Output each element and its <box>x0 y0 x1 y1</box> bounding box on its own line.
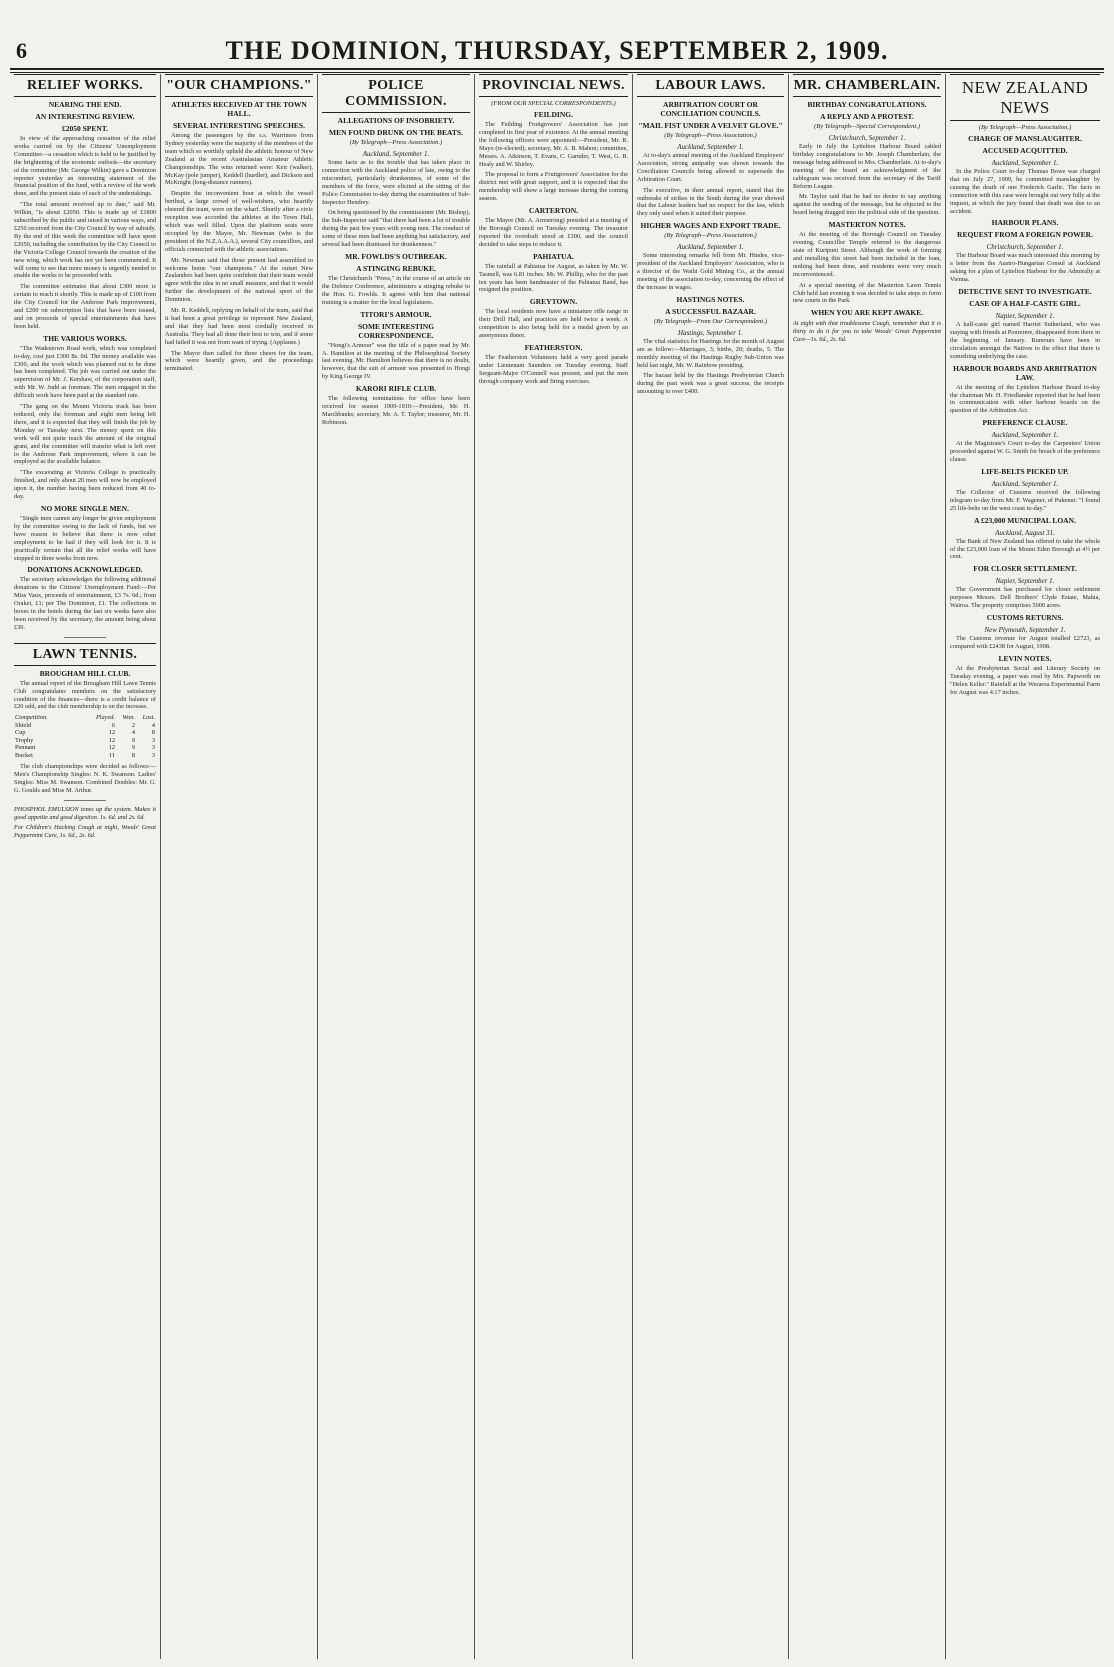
article-paragraph: Mr. Newman said that those present had assembled to welcome home "our champions." At the outset New Zealanders had been quite confident that their team would agree with the idea in no small measure, and that it would further the development of the national sport of the Dominion. <box>165 256 313 304</box>
byline: (By Telegraph—Special Correspondent.) <box>814 123 920 130</box>
subheading: HIGHER WAGES AND EXPORT TRADE. <box>640 221 781 231</box>
subheading: PREFERENCE CLAUSE. <box>982 418 1068 428</box>
table-cell: 6 <box>111 721 115 729</box>
table-cell: 4 <box>151 721 155 729</box>
table-cell: 9 <box>131 744 135 752</box>
subheading: A SUCCESSFUL BAZAAR. <box>665 306 756 316</box>
dateline: Auckland, September 1. <box>991 431 1059 440</box>
article-paragraph: "Hongi's Armour" was the title of a paper read by Mr. A. Hamilton at the meeting of the Philosophical Society last evening. Mr. Hamilton believes that there is no doubt, however, that the suit of armour was presented to Hongi by King George IV. <box>322 341 470 381</box>
table-cell: 9 <box>131 736 135 744</box>
table-cell: Trophy <box>15 736 34 744</box>
article-paragraph: "The Wadestown Road work, which was completed to-day, cost just £300 8s. 0d. The money available was £300, and the work which was planned out to be done has been completed. The job was carried out under the supervision of Mr. J. Kershaw, of the corporation staff, with Mr. W. Judd as foreman. The men engaged in the difficult work have been paid at the standard rate. <box>14 344 156 400</box>
subheading: FEILDING. <box>534 110 573 119</box>
table-cell: 4 <box>131 729 135 737</box>
article-paragraph: "The gang on the Mount Victoria track has been reduced, only the foreman and eight men being left there, and it is expected that they will finish the job by Monday or Tuesday next. The money spent on this work will not quite reach the amount of the original grant, and the committee will transfer what is left over to the Ambrose Park improvement, where it can be employed as the available balance. <box>14 403 156 466</box>
table-cell: 12 <box>108 744 115 752</box>
table-row <box>14 737 156 745</box>
subheading: DETECTIVE SENT TO INVESTIGATE. <box>958 287 1092 297</box>
byline: (By Telegraph—Press Association.) <box>664 132 757 139</box>
article-paragraph: The annual report of the Brougham Hill Lawn Tennis Club congratulates members on the satisfactory condition of the finances—there is a credit balance of £20 odd, and the club membership is on the increase. <box>14 679 156 711</box>
column-heading: "OUR CHAMPIONS." <box>165 74 313 97</box>
subheading: HASTINGS NOTES. <box>676 294 745 304</box>
subheading: WHEN YOU ARE KEPT AWAKE. <box>810 308 924 318</box>
newspaper-page <box>10 4 1104 1659</box>
article-paragraph: The Feilding Fruitgrowers' Association has just completed its first year of existence. At the annual meeting the following officers were appointed:—President, Mr. R. Mayo (re-elected); secretary, Mr. A. B. Mahon; committee, Messrs. A. Atkinson, T. Evans, C. Garnder, T. West, G. B. Healy and W. Shirley. <box>479 121 628 168</box>
article-paragraph: The vital statistics for Hastings for the month of August are as follow:—Marriages, 3; births, 20; deaths, 5. The monthly meeting of the Hastings Rugby Sub-Union was held last night, Mr. W. Rainbow presiding. <box>637 337 784 369</box>
subheading: DONATIONS ACKNOWLEDGED. <box>27 565 143 575</box>
subheading: A REPLY AND A PROTEST. <box>820 112 914 121</box>
subheading: LIFE-BELTS PICKED UP. <box>981 466 1069 476</box>
byline: (FROM OUR SPECIAL CORRESPONDENTS.) <box>491 100 616 107</box>
subheading: ACCUSED ACQUITTED. <box>982 146 1068 155</box>
subheading: A STINGING REBUKE. <box>356 263 436 273</box>
table-cell: Cup <box>15 729 26 737</box>
article-paragraph: The Harbour Board was much interested this morning by a letter from the Austro-Hungarian Consul at Auckland asking for a plan of Lyttelton Harbour for the Admiralty at Vienna. <box>950 252 1100 284</box>
subheading: CUSTOMS RETURNS. <box>986 613 1064 623</box>
subheading: THE VARIOUS WORKS. <box>43 333 127 343</box>
article-paragraph: The Christchurch "Press," in the course of an article on the Defence Conference, administers a stinging rebuke to the Hon. G. Fowlds. It agrees with him that national training is a matter for the local legislatures. <box>322 274 470 306</box>
table-cell: Shield <box>15 721 32 729</box>
article-paragraph: The proposal to form a Fruitgrowers' Association for the district met with great support, and it is expected that the membership will show a large increase during the coming season. <box>479 171 628 203</box>
dateline: Auckland, August 31. <box>995 528 1055 537</box>
article-paragraph: At to-day's annual meeting of the Auckland Employers' Association, strong antipathy was shown towards the Conciliation Councils being allowed to supersede the Arbitration Court. <box>637 152 784 183</box>
advertisement: At night with that troublesome Cough, remember that it is thirty to do it for you to take Woods' Great Peppermint Cure—1s. 6d., 2s. 6d. <box>793 320 941 343</box>
article-paragraph: The Government has purchased for closer settlement purposes Messrs. Dell Brothers' Clyde Estate, Mahia, Wairoa. The property comprises 5000 acres. <box>950 586 1100 610</box>
table-header-cell: Lost. <box>142 714 155 722</box>
article-paragraph: At the meeting of the Borough Council on Tuesday evening, Councillor Temple referred to the dangerous state of Kuripuni Street. Although the work of forming and metalling this street had been included in the loan, nothing had been done, and residents were very much inconvenienced. <box>793 231 941 278</box>
table-cell: 3 <box>151 744 155 752</box>
subheading: NO MORE SINGLE MEN. <box>41 503 129 513</box>
masthead-rule-thick <box>10 68 1104 70</box>
article-paragraph: Mr. R. Keddell, replying on behalf of the team, said that it had been a great privilege to represent New Zealand, and that they had been most cordially received in Australia. They had all done their best to win, and if some had failed it was not from want of trying. (Applause.) <box>165 307 313 346</box>
byline: (By Telegraph—Press Association.) <box>349 139 443 146</box>
dateline: Auckland, September 1. <box>677 143 744 151</box>
article-paragraph: The club championships were decided as follows:—Men's Championship Singles: N. K. Swanson. Ladies' Singles: Miss M. Swanson. Combined Doubles: Mr. G. G. Goulds and Miss M. Arthur. <box>14 763 156 795</box>
article-paragraph: Some facts as to the trouble that has taken place in connection with the Auckland police of late, owing to the misconduct, particularly drunkenness, of some of the members of the force, were elicited at the sitting of the Police Commission to-day during the examination of Sub-Inspector Hendrey. <box>322 159 470 206</box>
article-paragraph: In the Police Court to-day Thomas Bowe was charged that on July 27, 1909, he committed manslaughter by causing the death of one Frederick Garlic. The facts in connection with this case were brought out very fully at the inquest, at which the jury found that death was due to an accident. <box>950 168 1100 215</box>
article-paragraph: The committee estimates that about £300 more is certain to reach it shortly. This is made up of £100 from the City Council for the Ambrose Park improvement, and £200 on subscription lists that have been issued, and on proceeds of special entertainments that have been held. <box>14 283 156 330</box>
article-paragraph: The Featherston Volunteers held a very good parade under Lieutenant Saunders on Tuesday evening. Staff Sergeant-Major O'Connell was present, and put the men through company work and firing exercises. <box>479 353 628 385</box>
article-paragraph: At the Magistrate's Court to-day the Carpenters' Union proceeded against W. G. Smith for breach of the preference clause. <box>950 440 1100 464</box>
article-paragraph: The bazaar held by the Hastings Presbyterian Church during the past week was a great success, the receipts amounting to over £400. <box>637 372 784 396</box>
subheading: £2050 SPENT. <box>61 124 109 133</box>
subheading: AN INTERESTING REVIEW. <box>35 112 135 121</box>
article-paragraph: "The excavating at Victoria College is practically finished, and only about 20 men will now be employed upon it, the number having been reduced from 40 to-day. <box>14 469 156 501</box>
column-mr-chamberlain <box>788 74 945 1659</box>
page-number: 6 <box>16 38 27 63</box>
article-paragraph: "The total amount received up to date," said Mr. Wilkin, "is about £2050. This is made up of £1800 subscribed by the public and raised in various ways, and £250 received from the City Council by way of subsidy. By the end of this week the committee will have spent £2050, including the contribution by the City Council to the Victoria College Council towards the creation of the new wing, which work has not yet been commenced. It will come to see that more money is urgently needed to enable the works to be proceeded with. <box>14 201 156 280</box>
subheading: PAHIATUA. <box>533 251 574 261</box>
table-cell: 3 <box>151 736 155 744</box>
article-paragraph: Some interesting remarks fell from Mr. Hindes, vice-president of the Auckland Employers' Association, who is a director of the Waihi Gold Mining Co., at the annual meeting of the association to-day, concerning the effect of the increase in wages. <box>637 252 784 291</box>
article-paragraph: Early in July the Lyttelton Harbour Board cabled birthday congratulations to Mr. Joseph Chamberlain, the message being addressed to Mrs. Chamberlain. At to-day's meeting of the board an acknowledgment of the cablegram was received from the secretary of the Tariff Reform League. <box>793 143 941 190</box>
dateline: Auckland, September 1. <box>991 479 1059 488</box>
subheading: SEVERAL INTERESTING SPEECHES. <box>173 121 305 130</box>
article-paragraph: The Collector of Customs received the following telegram to-day from Mr. F. Wagener, of Pukenui: "I found 25 life-belts on the west coast to-day." <box>950 488 1100 512</box>
newspaper-title: THE DOMINION, THURSDAY, SEPTEMBER 2, 1909. <box>225 36 889 65</box>
article-paragraph: On being questioned by the commissioner (Mr. Bishop), the Sub-Inspector said "that there had been a lot of trouble during the past few years with young men. The conduct of some of these men had been anything but satisfactory, and several had been dismissed for drunkenness." <box>322 209 470 249</box>
table-cell: Pennant <box>15 744 36 752</box>
columns-container <box>10 74 1104 1659</box>
article-paragraph: The rainfall at Pahiatua for August, as taken by Mr. W. Tasmell, was 6.81 inches. Mr. W. Phillip, who for the past ten years has been bandmaster of the Pahiatua Band, has resigned the position. <box>479 262 628 294</box>
article-paragraph: Despite the inconvenient hour at which the vessel berthed, a large crowd of well-wishers, who heartily cheered the team, were on the wharf. Shortly after a civic reception was accorded the athletes at the Town Hall, which was well filled. Upon the platform seats were occupied by the Mayor, Mr. Newman (who is the president of the N.Z.A.A.A.), several City councillors, and officials connected with the athletic associations. <box>165 190 313 253</box>
subheading: NEARING THE END. <box>48 100 122 109</box>
column-our-champions <box>160 74 317 1659</box>
subheading: MR. FOWLDS'S OUTBREAK. <box>345 251 447 261</box>
table-cell: 12 <box>108 729 115 737</box>
column-heading: POLICE COMMISSION. <box>322 74 470 113</box>
table-cell: 3 <box>151 751 155 759</box>
advertisement: For Children's Hacking Cough at night, Woods' Great Peppermint Cure, 1s. 6d., 2s. 6d. <box>14 824 156 839</box>
byline: (By Telegraph—Press Association.) <box>664 232 757 240</box>
article-paragraph: At a special meeting of the Masterton Lawn Tennis Club held last evening it was decided to take steps to form new courts in the Park. <box>793 281 941 305</box>
article-paragraph: At the Presbyterian Social and Literary Society on Tuesday evening, a paper was read by Mrs. Papworth on "Helen Keller." Rainfall at the Weraroa Experimental Farm for August was 4.17 inches. <box>950 664 1100 696</box>
dateline: Auckland, September 1. <box>991 159 1059 167</box>
subheading: KARORI RIFLE CLUB. <box>355 384 437 394</box>
article-paragraph: "Single men cannot any longer be given employment by the committee owing to the lack of funds, but we have reason to believe that there is now other employment to be had if they will look for it. It is practically certain that all the relief works will have stopped in three weeks from now. <box>14 514 156 562</box>
subheading: TITORI'S ARMOUR. <box>360 309 432 319</box>
subheading: CARTERTON. <box>528 206 579 216</box>
article-paragraph: The secretary acknowledges the following additional donations to the Citizens' Unemployment Fund:—Per Miss Vaux, proceeds of entertainment, £3 7s. 6d.; from Orakei, £1; per The Dominion, £1. The collections in boxes in the hotels during the last six weeks have also been received by the secretary, the amount being about £30. <box>14 576 156 631</box>
table-row <box>14 752 156 760</box>
byline: (By Telegraph—Press Association.) <box>978 124 1072 131</box>
subheading: FEATHERSTON. <box>524 342 583 352</box>
masthead-rule-thin <box>10 72 1104 73</box>
table-cell: 11 <box>108 751 115 759</box>
masthead <box>10 4 1104 65</box>
table-cell: 2 <box>131 721 135 729</box>
table-cell: Bucket <box>15 751 33 759</box>
article-paragraph: The Bank of New Zealand has offered to take the whole of the £23,000 loan of the Mount Eden Borough at 4½ per cent. <box>950 537 1100 561</box>
subheading: CASE OF A HALF-CASTE GIRL. <box>969 299 1081 309</box>
table-row <box>14 722 156 730</box>
column-new-zealand-news <box>945 74 1104 1659</box>
subheading: LEVIN NOTES. <box>998 653 1052 663</box>
subheading: ALLEGATIONS OF INSOBRIETY. <box>337 116 455 125</box>
article-paragraph: Among the passengers by the s.s. Warrimoo from Sydney yesterday were the majority of the members of the team which so worthily upheld the athletic honour of New Zealand at the recent Australasian Amateur Athletic Championships. The wins returned were: Keir (walker), McKay (pole jumper), Keddell (hurdler), and Dickson and McKnight (long-distance runners). <box>165 132 313 187</box>
column-heading: RELIEF WORKS. <box>14 74 156 97</box>
subheading: BROUGHAM HILL CLUB. <box>39 668 131 678</box>
article-paragraph: The local residents now have a miniature rifle range in their Drill Hall, and practices are held twice a week. A competition is also being held for a medal given by an anonymous donor. <box>479 308 628 340</box>
article-paragraph: A half-caste girl named Harriet Sutherland, who was staying with friends at Pourerere, disappeared from there in the beginning of January. Rumours have been in circulation amongst the Natives to the effect that there is something underlying the case. <box>950 321 1100 360</box>
dateline: New Plymouth, September 1. <box>984 626 1066 635</box>
column-heading: PROVINCIAL NEWS. <box>479 74 628 97</box>
dateline: Napier, September 1. <box>995 577 1055 586</box>
column-heading: MR. CHAMBERLAIN. <box>793 74 941 97</box>
article-paragraph: The Mayor (Mr. A. Armstrong) presided at a meeting of the Borough Council on Tuesday evening. The treasurer reported the overdraft stood at £300, and the council decided to take steps to reduce it. <box>479 217 628 248</box>
column-heading: NEW ZEALAND NEWS <box>950 74 1100 121</box>
subheading: A £23,000 MUNICIPAL LOAN. <box>974 515 1076 525</box>
table-cell: 8 <box>131 751 135 759</box>
column-police-commission <box>317 74 474 1659</box>
table-header-cell: Won. <box>122 714 135 722</box>
table-cell: 12 <box>108 736 115 744</box>
article-paragraph: The Customs revenue for August totalled £2723, as compared with £2438 for August, 1908. <box>950 635 1100 650</box>
subheading: BIRTHDAY CONGRATULATIONS. <box>807 100 927 109</box>
dateline: Christchurch, September 1. <box>828 134 906 142</box>
table-header-cell: Competition. <box>15 714 48 722</box>
subheading: SOME INTERESTING CORRESPONDENCE. <box>357 321 435 340</box>
divider <box>64 800 107 801</box>
subheading: HARBOUR PLANS. <box>991 218 1059 228</box>
byline: (By Telegraph—From Our Correspondent.) <box>653 317 768 325</box>
dateline: Auckland, September 1. <box>677 243 744 252</box>
results-table <box>14 714 156 759</box>
subheading: HARBOUR BOARDS AND ARBITRATION LAW. <box>953 363 1097 382</box>
section-heading-lawn-tennis: LAWN TENNIS. <box>14 643 156 666</box>
table-cell: 8 <box>151 729 155 737</box>
article-paragraph: At the meeting of the Lyttelton Harbour Board to-day the chairman Mr. H. Friedlander reported that he had been in communication with other harbour boards on the question of the Arbitration Act. <box>950 383 1100 415</box>
table-header-row <box>14 714 156 722</box>
dateline: Christchurch, September 1. <box>986 243 1064 252</box>
subheading: MASTERTON NOTES. <box>828 220 906 230</box>
dateline: Auckland, September 1. <box>362 150 430 158</box>
column-heading: LABOUR LAWS. <box>637 74 784 97</box>
subheading: ARBITRATION COURT OR CONCILIATION COUNCILS. <box>660 100 761 118</box>
table-row <box>14 729 156 737</box>
subheading: CHARGE OF MANSLAUGHTER. <box>968 134 1082 143</box>
column-provincial-news <box>474 74 632 1659</box>
subheading: GREYTOWN. <box>529 297 578 307</box>
advertisement: PHOSPHOL EMULSION tones up the system. Makes it good appetite and good digestion. 1s. 6d. and 2s. 6d. <box>14 806 156 821</box>
subheading: FOR CLOSER SETTLEMENT. <box>973 564 1077 574</box>
subheading: MEN FOUND DRUNK ON THE BEATS. <box>329 128 463 137</box>
table-header-cell: Played. <box>95 714 115 722</box>
column-relief-works <box>10 74 160 1659</box>
subheading: "MAIL FIST UNDER A VELVET GLOVE." <box>638 121 783 130</box>
article-paragraph: The Mayor then called for three cheers for the team, which were heartily given, and the proceedings terminated. <box>165 349 313 373</box>
subheading: REQUEST FROM A FOREIGN POWER. <box>957 230 1093 240</box>
article-paragraph: Mr. Taylor said that he had no desire to say anything against the sending of the message, but he objected to the board being dragged into the political side of the question. <box>793 193 941 217</box>
dateline: Napier, September 1. <box>995 312 1055 321</box>
subheading: ATHLETES RECEIVED AT THE TOWN HALL. <box>171 100 307 118</box>
article-paragraph: The executive, in their annual report, stated that the outbreaks of strikes in the South during the year showed that the Labour leaders had no respect for the law, which they only used when it suited their purpose. <box>637 186 784 218</box>
article-paragraph: In view of the approaching cessation of the relief works carried on by the Citizens' Unemployment Committee—a cessation which is held to be justified by the brightening of the economic outlook—the secretary of the committee (Mr. George Wilkin) gave a Dominion reporter yesterday an interesting statement of the financial position of the fund, with a review of the work done, and the present state of each of the undertakings. <box>14 135 156 198</box>
dateline: Hastings, September 1. <box>678 328 743 337</box>
table-row <box>14 744 156 752</box>
article-paragraph: The following nominations for office have been received for season 1909-1910:—President, Mr. H. Marchbanks; secretary, Mr. A. T. Taylor; treasurer, Mr. H. Robinson. <box>322 395 470 426</box>
divider <box>64 637 107 638</box>
column-labour-laws <box>632 74 788 1659</box>
